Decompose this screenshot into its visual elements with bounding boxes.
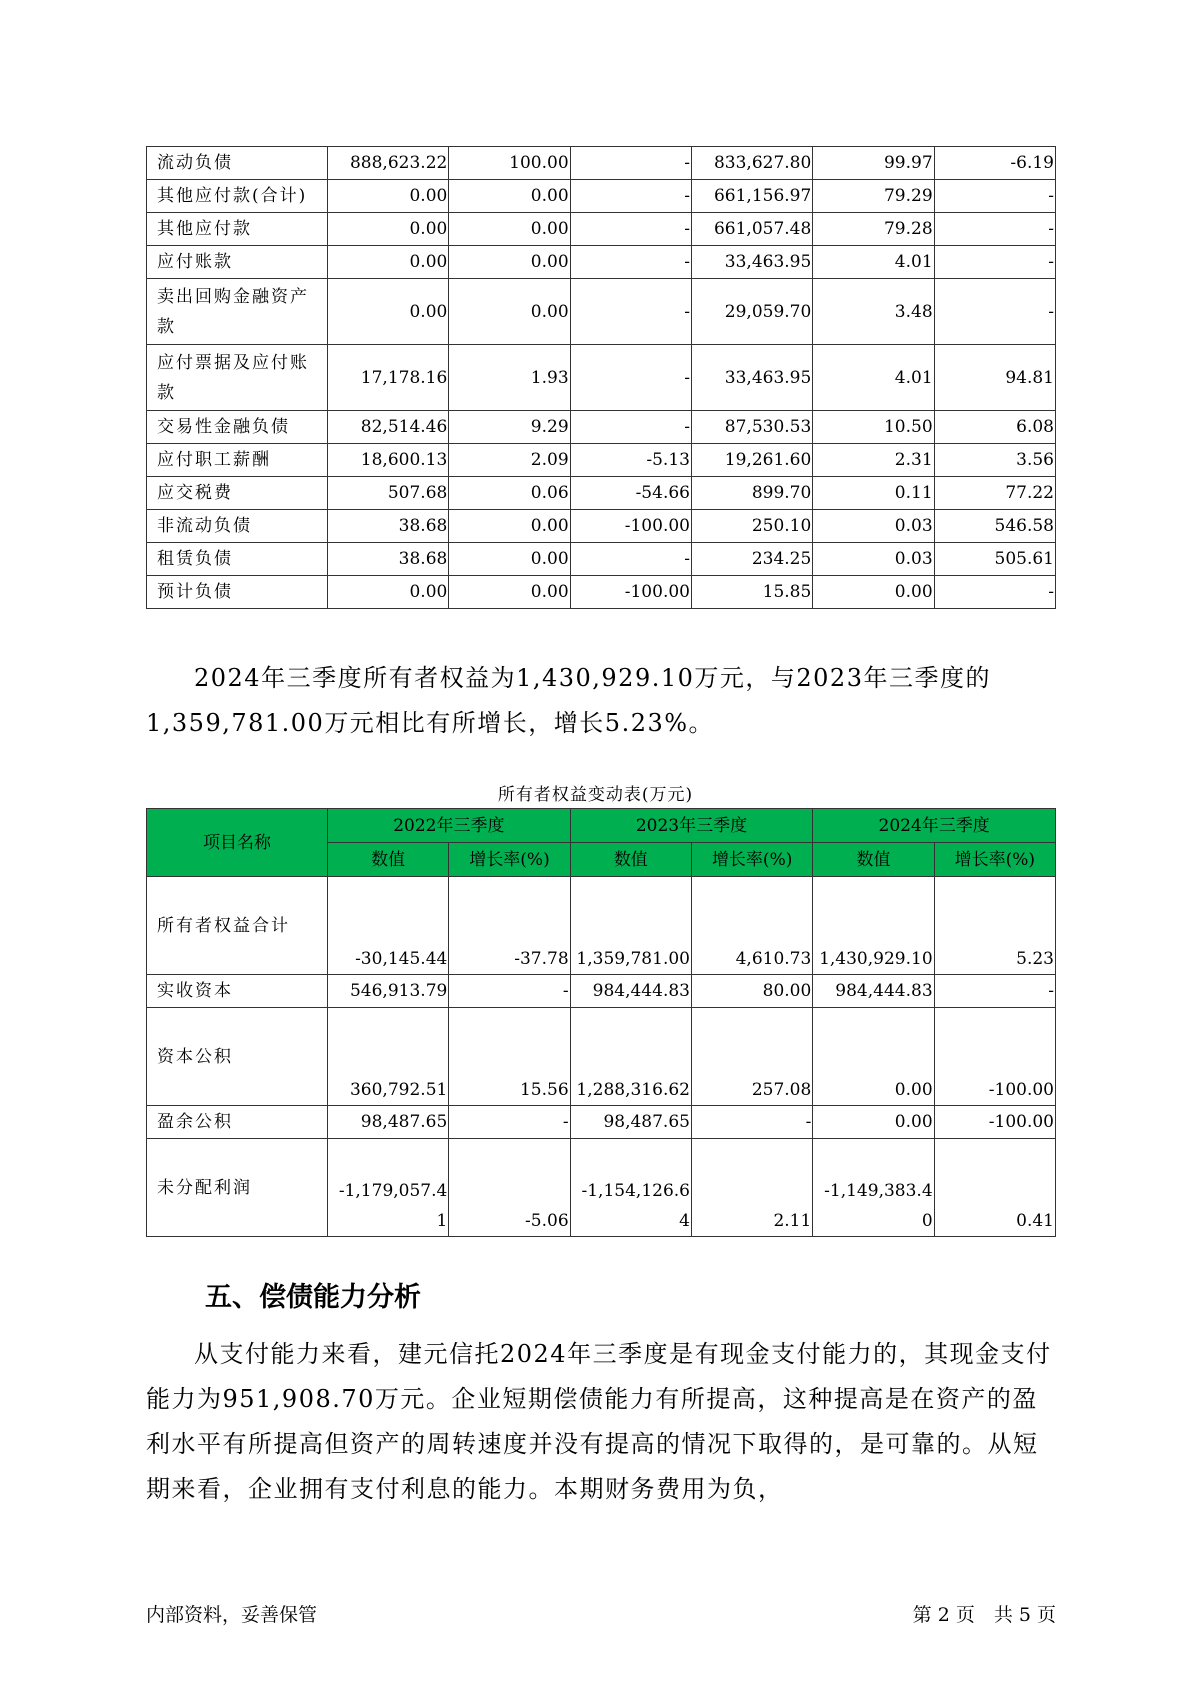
header-value: 数值	[570, 843, 691, 877]
cell-value: 0.00	[328, 246, 449, 279]
row-label: 应付票据及应付账款	[147, 345, 328, 411]
cell-value: 2.11	[691, 1139, 812, 1237]
table-row	[147, 510, 1056, 543]
row-label: 租赁负债	[147, 543, 328, 576]
table-row	[147, 180, 1056, 213]
cell-value: 257.08	[691, 1008, 812, 1106]
table-row	[147, 444, 1056, 477]
cell-value: 10.50	[813, 411, 934, 444]
cell-value: -5.13	[570, 444, 691, 477]
cell-value: -	[570, 180, 691, 213]
cell-value: -	[934, 975, 1055, 1008]
cell-value: -100.00	[570, 510, 691, 543]
cell-value: -	[934, 246, 1055, 279]
table-row	[147, 1106, 1056, 1139]
table-row	[147, 477, 1056, 510]
cell-value: 15.85	[691, 576, 812, 609]
row-label: 其他应付款	[147, 213, 328, 246]
cell-value: 546.58	[934, 510, 1055, 543]
table-row	[147, 877, 1056, 975]
cell-value: -100.00	[934, 1008, 1055, 1106]
cell-value: 4.01	[813, 246, 934, 279]
cell-value: 0.00	[813, 1008, 934, 1106]
cell-value: -	[934, 213, 1055, 246]
table-row	[147, 543, 1056, 576]
cell-value: -	[570, 246, 691, 279]
cell-value: 0.06	[449, 477, 570, 510]
cell-value: -	[570, 345, 691, 411]
cell-value: 661,156.97	[691, 180, 812, 213]
row-label: 所有者权益合计	[147, 877, 328, 975]
cell-value: 38.68	[328, 510, 449, 543]
row-label: 应交税费	[147, 477, 328, 510]
cell-value: -	[934, 576, 1055, 609]
cell-value: 4,610.73	[691, 877, 812, 975]
cell-value: 0.00	[449, 576, 570, 609]
cell-value: 94.81	[934, 345, 1055, 411]
cell-value: 77.22	[934, 477, 1055, 510]
cell-value: 18,600.13	[328, 444, 449, 477]
cell-value: 0.41	[934, 1139, 1055, 1237]
row-label: 其他应付款(合计)	[147, 180, 328, 213]
cell-value: 234.25	[691, 543, 812, 576]
cell-value: 0.00	[449, 180, 570, 213]
cell-value: 3.48	[813, 279, 934, 345]
header-period: 2023年三季度	[570, 809, 813, 843]
cell-value: 80.00	[691, 975, 812, 1008]
row-label: 应付账款	[147, 246, 328, 279]
cell-value: 33,463.95	[691, 345, 812, 411]
table-row	[147, 1008, 1056, 1106]
table-row	[147, 975, 1056, 1008]
header-growth: 增长率(%)	[934, 843, 1055, 877]
cell-value: 98,487.65	[328, 1106, 449, 1139]
header-value: 数值	[328, 843, 449, 877]
cell-value: 87,530.53	[691, 411, 812, 444]
cell-value: 899.70	[691, 477, 812, 510]
cell-value: 546,913.79	[328, 975, 449, 1008]
table-row	[147, 246, 1056, 279]
row-label: 资本公积	[147, 1008, 328, 1106]
footer-confidential: 内部资料，妥善保管	[146, 1604, 318, 1626]
cell-value: 984,444.83	[813, 975, 934, 1008]
cell-value: 99.97	[813, 147, 934, 180]
cell-value: -	[570, 147, 691, 180]
cell-value: -1,179,057.41	[328, 1139, 449, 1237]
row-label: 卖出回购金融资产款	[147, 279, 328, 345]
cell-value: 1,288,316.62	[570, 1008, 691, 1106]
row-label: 流动负债	[147, 147, 328, 180]
cell-value: -1,154,126.64	[570, 1139, 691, 1237]
cell-value: 82,514.46	[328, 411, 449, 444]
cell-value: 250.10	[691, 510, 812, 543]
cell-value: 0.11	[813, 477, 934, 510]
header-period: 2022年三季度	[328, 809, 571, 843]
cell-value: 833,627.80	[691, 147, 812, 180]
cell-value: -	[570, 543, 691, 576]
row-label: 未分配利润	[147, 1139, 328, 1237]
equity-table	[146, 808, 1056, 1237]
cell-value: 0.00	[449, 543, 570, 576]
cell-value: 79.29	[813, 180, 934, 213]
cell-value: 9.29	[449, 411, 570, 444]
cell-value: 0.00	[328, 180, 449, 213]
cell-value: 505.61	[934, 543, 1055, 576]
cell-value: 33,463.95	[691, 246, 812, 279]
cell-value: 98,487.65	[570, 1106, 691, 1139]
cell-value: -100.00	[934, 1106, 1055, 1139]
row-label: 应付职工薪酬	[147, 444, 328, 477]
cell-value: 79.28	[813, 213, 934, 246]
row-label: 非流动负债	[147, 510, 328, 543]
cell-value: -37.78	[449, 877, 570, 975]
cell-value: 0.00	[813, 576, 934, 609]
cell-value: 19,261.60	[691, 444, 812, 477]
table-row	[147, 279, 1056, 345]
table-row	[147, 213, 1056, 246]
cell-value: 3.56	[934, 444, 1055, 477]
cell-value: -	[449, 975, 570, 1008]
cell-value: 29,059.70	[691, 279, 812, 345]
section-heading: 五、偿债能力分析	[205, 1282, 421, 1313]
row-label: 实收资本	[147, 975, 328, 1008]
cell-value: -	[934, 180, 1055, 213]
cell-value: 17,178.16	[328, 345, 449, 411]
cell-value: 2.31	[813, 444, 934, 477]
cell-value: -6.19	[934, 147, 1055, 180]
cell-value: 2.09	[449, 444, 570, 477]
cell-value: -1,149,383.40	[813, 1139, 934, 1237]
cell-value: -	[691, 1106, 812, 1139]
cell-value: 0.03	[813, 510, 934, 543]
cell-value: 38.68	[328, 543, 449, 576]
cell-value: 0.00	[328, 279, 449, 345]
cell-value: 100.00	[449, 147, 570, 180]
header-growth: 增长率(%)	[449, 843, 570, 877]
cell-value: 0.00	[328, 576, 449, 609]
cell-value: 0.00	[813, 1106, 934, 1139]
cell-value: -	[570, 279, 691, 345]
row-label: 盈余公积	[147, 1106, 328, 1139]
cell-value: 15.56	[449, 1008, 570, 1106]
table-row	[147, 576, 1056, 609]
equity-summary-paragraph: 2024年三季度所有者权益为1,430,929.10万元，与2023年三季度的1,359,781.00万元相比有所增长，增长5.23%。	[146, 664, 991, 737]
cell-value: 4.01	[813, 345, 934, 411]
cell-value: 360,792.51	[328, 1008, 449, 1106]
cell-value: 888,623.22	[328, 147, 449, 180]
table-row	[147, 147, 1056, 180]
solvency-paragraph: 从支付能力来看，建元信托2024年三季度是有现金支付能力的，其现金支付能力为951,908.70万元。企业短期偿债能力有所提高，这种提高是在资产的盈利水平有所提高但资产的周转速度并没有提高的情况下取得的，是可靠的。从短期来看，企业拥有支付利息的能力。本期财务费用为负，	[146, 1340, 1052, 1503]
header-growth: 增长率(%)	[691, 843, 812, 877]
row-label: 预计负债	[147, 576, 328, 609]
table-caption: 所有者权益变动表(万元)	[497, 785, 694, 805]
cell-value: 1.93	[449, 345, 570, 411]
cell-value: 1,430,929.10	[813, 877, 934, 975]
cell-value: 0.03	[813, 543, 934, 576]
cell-value: 661,057.48	[691, 213, 812, 246]
footer-page-number: 第 2 页 共 5 页	[912, 1604, 1056, 1626]
table-row	[147, 1139, 1056, 1237]
cell-value: 1,359,781.00	[570, 877, 691, 975]
cell-value: 507.68	[328, 477, 449, 510]
cell-value: 0.00	[449, 510, 570, 543]
cell-value: 5.23	[934, 877, 1055, 975]
cell-value: 984,444.83	[570, 975, 691, 1008]
cell-value: -	[449, 1106, 570, 1139]
table-row	[147, 345, 1056, 411]
cell-value: -	[570, 213, 691, 246]
table-row	[147, 411, 1056, 444]
cell-value: -	[570, 411, 691, 444]
cell-value: 0.00	[449, 246, 570, 279]
row-label: 交易性金融负债	[147, 411, 328, 444]
cell-value: -30,145.44	[328, 877, 449, 975]
header-period: 2024年三季度	[813, 809, 1056, 843]
cell-value: -	[934, 279, 1055, 345]
cell-value: 0.00	[449, 279, 570, 345]
cell-value: 0.00	[449, 213, 570, 246]
header-value: 数值	[813, 843, 934, 877]
header-item-name: 项目名称	[147, 809, 328, 877]
cell-value: 6.08	[934, 411, 1055, 444]
cell-value: -54.66	[570, 477, 691, 510]
cell-value: 0.00	[328, 213, 449, 246]
liability-table	[146, 146, 1056, 609]
cell-value: -100.00	[570, 576, 691, 609]
cell-value: -5.06	[449, 1139, 570, 1237]
